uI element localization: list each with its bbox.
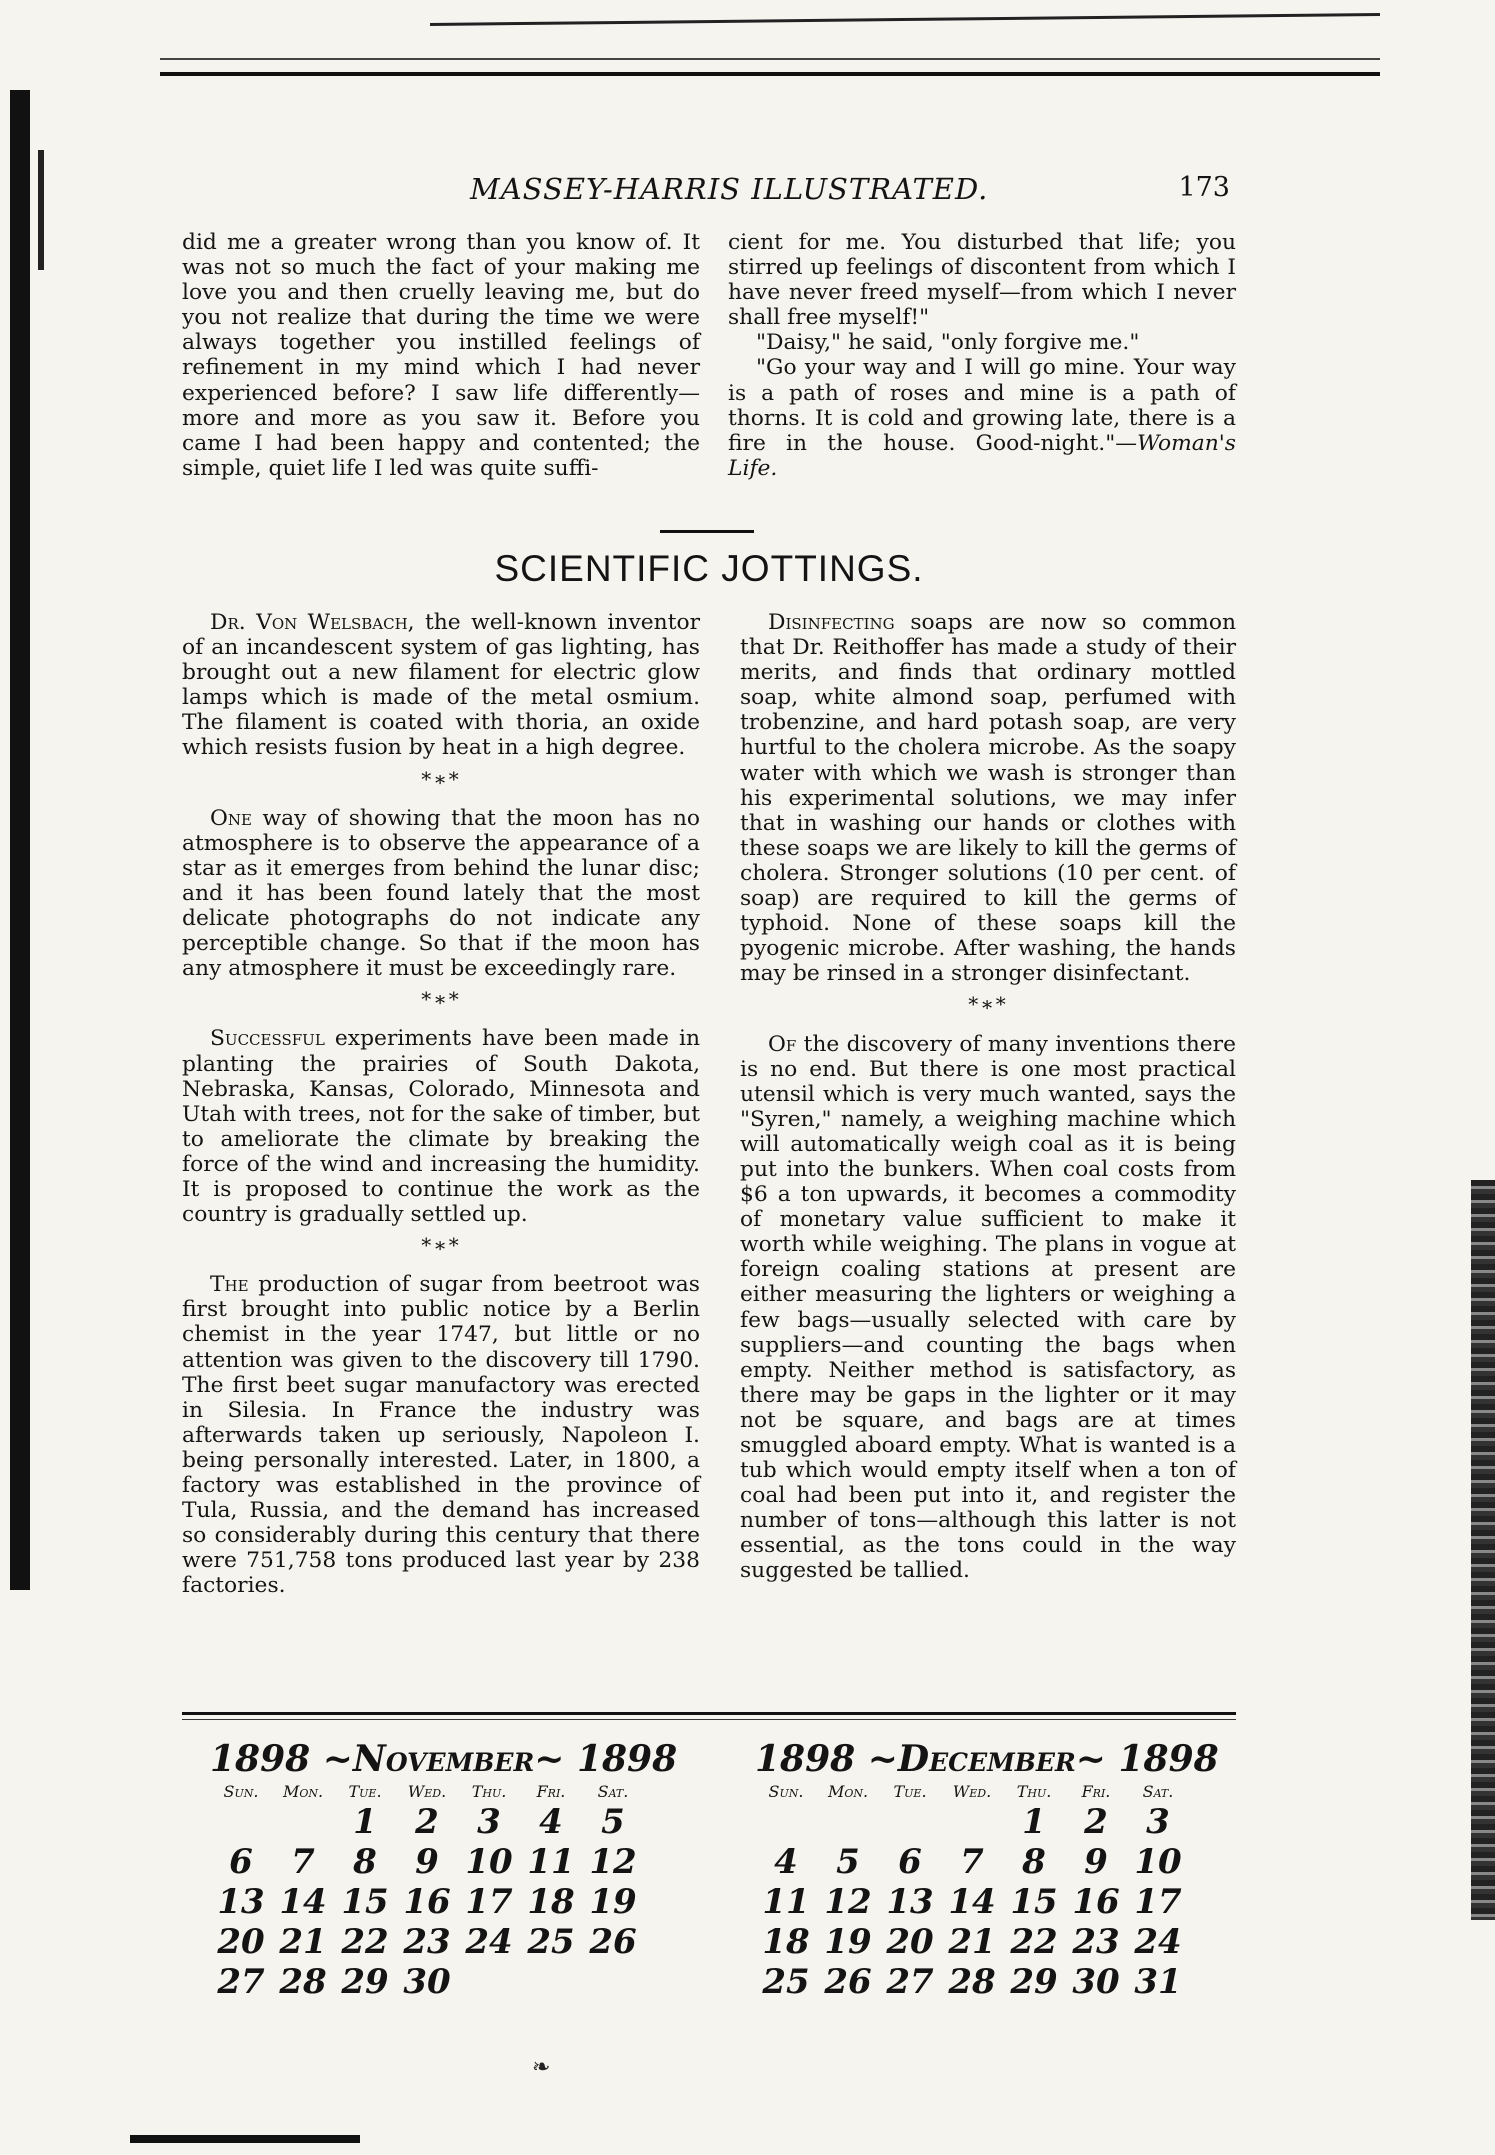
calendar-weekday: Sat. <box>1142 1782 1174 1801</box>
calendar-weekday: Wed. <box>407 1782 447 1801</box>
running-title: MASSEY-HARRIS ILLUSTRATED. <box>470 172 989 206</box>
calendar-day: 20 <box>217 1922 265 1962</box>
calendar-day: 31 <box>1134 1962 1182 2002</box>
jotting-lead: Disinfecting <box>768 610 895 635</box>
calendar-day: 9 <box>1084 1842 1108 1882</box>
calendar-day: 4 <box>539 1802 563 1842</box>
jottings-column-right <box>740 610 1236 1584</box>
top-rule-thick <box>160 72 1380 76</box>
calendar-weekday: Sat. <box>597 1782 629 1801</box>
jotting-text: production of sugar from beetroot was first brought into public notice by a Berlin chemist in the year 1747, but little or no attention was given to the discovery till 1790. The first beet sugar manufactory was erected in Silesia. In France the industry was afterwards taken up seriously, Napoleon I. being personally interested. Later, in 1800, a factory was established in the province of Tula, Russia, and the demand has increased so considerably during this century that there were 751,758 tons produced last year by 238 factories. <box>182 1272 700 1599</box>
calendar-day: 6 <box>898 1842 922 1882</box>
story-column-left <box>182 230 700 481</box>
story-text-right-1: cient for me. You disturbed that life; you stirred up feelings of discontent from which I have never freed myself—from which I never shall free myself!" <box>728 230 1236 331</box>
scan-edge-right <box>1471 1180 1495 1920</box>
jotting-paragraph <box>182 1272 700 1598</box>
story-text-right-3 <box>728 355 1236 480</box>
printer-ornament: ❧ <box>532 2055 551 2080</box>
calendar-weekday: Sun. <box>223 1782 259 1801</box>
jotting-paragraph <box>740 1032 1236 1584</box>
calendar-day: 30 <box>1072 1962 1120 2002</box>
calendar-year-left: 1898 <box>755 1738 856 1780</box>
jotting-text: soaps are now so common that Dr. Reithoffer has made a study of their merits, and finds that ordinary mottled soap, white almond soap, perfumed with trobenzine, and hard potash soap, are very hurtful to the cholera microbe. As the soapy water with which we wash is stronger than his experimental solutions, we may infer that in washing our hands or clothes with these soaps we are likely to kill the germs of cholera. Stronger solutions (10 per cent. of soap) are required to kill the germs of typhoid. None of these soaps kill the pyogenic microbe. After washing, the hands may be rinsed in a stronger disinfectant. <box>740 610 1236 987</box>
calendar-day: 8 <box>1022 1842 1046 1882</box>
calendar-weekday: Tue. <box>893 1782 927 1801</box>
scan-edge-left <box>10 90 30 1590</box>
calendar-weekday: Mon. <box>282 1782 324 1801</box>
calendar-day: 4 <box>774 1842 798 1882</box>
page-header <box>160 172 1250 212</box>
calendar-november <box>210 1738 678 2002</box>
calendar-day: 21 <box>279 1922 327 1962</box>
calendar-month: December <box>897 1738 1076 1780</box>
calendar-day: 23 <box>403 1922 451 1962</box>
story-text-right-2: "Daisy," he said, "only forgive me." <box>756 330 1140 356</box>
story-source: Woman's Life. <box>728 430 1236 481</box>
calendar-day: 3 <box>1146 1802 1170 1842</box>
calendar-day: 24 <box>1134 1922 1182 1962</box>
story-column-right <box>728 230 1236 481</box>
calendar-day: 23 <box>1072 1922 1120 1962</box>
calendar-weekday: Sun. <box>768 1782 804 1801</box>
calendar-day: 5 <box>836 1842 860 1882</box>
calendar-day: 6 <box>229 1842 253 1882</box>
calendar-weekday: Thu. <box>1016 1782 1052 1801</box>
calendar-day: 10 <box>465 1842 513 1882</box>
calendar-rule-thin <box>182 1719 1236 1720</box>
calendar-weekday: Thu. <box>471 1782 507 1801</box>
jotting-separator: *∗* <box>421 1233 461 1258</box>
calendar-year-right: 1898 <box>576 1738 678 1780</box>
calendar-day: 9 <box>415 1842 439 1882</box>
calendar-rule-thick <box>182 1712 1236 1715</box>
calendar-day: 25 <box>762 1962 810 2002</box>
calendar-day: 20 <box>886 1922 934 1962</box>
jotting-separator: *∗* <box>421 766 461 791</box>
jotting-separator: *∗* <box>968 992 1008 1017</box>
calendar-grid <box>210 1782 670 2001</box>
calendar-day: 16 <box>1072 1882 1120 1922</box>
calendar-weekday: Fri. <box>1081 1782 1111 1801</box>
calendar-day: 27 <box>886 1962 934 2002</box>
jotting-paragraph <box>740 610 1236 986</box>
jotting-text: way of showing that the moon has no atmosphere is to observe the appearance of a star as it emerges from behind the lunar disc; and it has been found lately that the most delicate photographs do not indicate any perceptible change. So that if the moon has any atmosphere it must be exceedingly rare. <box>182 805 700 982</box>
calendar-december <box>755 1738 1219 2002</box>
top-rule-thin <box>160 58 1380 60</box>
calendar-day: 3 <box>477 1802 501 1842</box>
calendar-day: 1 <box>1022 1802 1046 1842</box>
calendar-day: 18 <box>762 1922 810 1962</box>
calendar-day: 24 <box>465 1922 513 1962</box>
calendar-weekday: Fri. <box>536 1782 566 1801</box>
page-number: 173 <box>1178 172 1230 203</box>
jotting-lead: The <box>210 1272 249 1298</box>
calendar-day: 19 <box>589 1882 637 1922</box>
calendar-year-right: 1898 <box>1118 1738 1219 1780</box>
calendar-weekday: Wed. <box>952 1782 992 1801</box>
calendar-day: 14 <box>948 1882 996 1922</box>
calendar-day: 29 <box>1010 1962 1058 2002</box>
calendar-day: 15 <box>1010 1882 1058 1922</box>
jotting-paragraph <box>182 1026 700 1227</box>
calendar-empty-cell <box>210 1803 272 1841</box>
calendar-day: 22 <box>1010 1922 1058 1962</box>
story-closing: "Go your way and I will go mine. Your way is a path of roses and mine is a path of thorns. It is cold and growing late, there is a fire in the house. Good-night."— <box>728 355 1236 456</box>
calendar-day: 5 <box>601 1802 625 1842</box>
calendar-day: 11 <box>762 1882 810 1922</box>
calendar-day: 2 <box>415 1802 439 1842</box>
calendar-day: 13 <box>886 1882 934 1922</box>
calendar-day: 17 <box>465 1882 513 1922</box>
calendar-day: 19 <box>824 1922 872 1962</box>
calendar-day: 25 <box>527 1922 575 1962</box>
jotting-paragraph <box>182 806 700 982</box>
calendar-day: 12 <box>824 1882 872 1922</box>
top-scan-line <box>430 13 1380 26</box>
calendar-day: 12 <box>589 1842 637 1882</box>
calendar-title: 1898 ~November~ 1898 <box>210 1738 678 1780</box>
calendar-day: 2 <box>1084 1802 1108 1842</box>
calendar-empty-cell <box>879 1803 941 1841</box>
calendar-day: 27 <box>217 1962 265 2002</box>
calendar-empty-cell <box>458 1963 520 2001</box>
calendar-grid <box>755 1782 1215 2001</box>
calendar-year-left: 1898 <box>210 1738 311 1780</box>
calendar-empty-cell <box>272 1803 334 1841</box>
jotting-paragraph <box>182 610 700 761</box>
jottings-column-left <box>182 610 700 1598</box>
calendar-day: 10 <box>1134 1842 1182 1882</box>
calendar-weekday: Tue. <box>348 1782 382 1801</box>
jotting-text: experiments have been made in planting the prairies of South Dakota, Nebraska, Kansas, Colorado, Minnesota and Utah with trees, not for the sake of timber, but to ameliorate the climate by breaking the force of the wind and increasing the humidity. It is proposed to continue the work as the country is gradually settled up. <box>182 1026 700 1228</box>
story-text-left: did me a greater wrong than you know of. It was not so much the fact of your making me love you and then cruelly leaving me, but do you not realize that during the time we were always together you instilled feelings of refinement in my mind which I had never experienced before? I saw life differently—more and more as you saw it. Before you came I had been happy and contented; the simple, quiet life I led was quite suffi- <box>182 230 700 481</box>
calendar-day: 30 <box>403 1962 451 2002</box>
section-divider <box>660 530 754 533</box>
jotting-lead: Successful <box>210 1026 325 1052</box>
calendar-day: 1 <box>353 1802 377 1842</box>
section-title: SCIENTIFIC JOTTINGS. <box>494 548 924 589</box>
calendar-empty-cell <box>817 1803 879 1841</box>
calendar-day: 28 <box>279 1962 327 2002</box>
calendar-day: 11 <box>527 1842 575 1882</box>
calendar-day: 29 <box>341 1962 389 2002</box>
jotting-lead: One <box>210 805 252 831</box>
calendar-day: 15 <box>341 1882 389 1922</box>
calendar-month: November <box>352 1738 535 1780</box>
calendar-day: 16 <box>403 1882 451 1922</box>
calendar-day: 14 <box>279 1882 327 1922</box>
calendar-day: 7 <box>291 1842 315 1882</box>
calendar-day: 13 <box>217 1882 265 1922</box>
calendar-day: 26 <box>589 1922 637 1962</box>
calendar-title: 1898 ~December~ 1898 <box>755 1738 1219 1780</box>
scan-edge-mark <box>38 150 44 270</box>
jotting-separator: *∗* <box>421 987 461 1012</box>
calendar-day: 7 <box>960 1842 984 1882</box>
jotting-text: the discovery of many inventions there is no end. But there is one most practical utensil which is very much wanted, says the "Syren," namely, a weighing machine which will automatically weigh coal as it is being put into the bunkers. When coal costs from $6 a ton upwards, it becomes a commodity of monetary value sufficient to make it worth while weighing. The plans in vogue at foreign coaling stations at present are either measuring the lighters or weighing a few bags—usually selected with care by suppliers—and counting the bags when empty. Neither method is satisfactory, as there may be gaps in the lighter or it may not be square, and bags are at times smuggled aboard empty. What is wanted is a tub which would empty itself when a ton of coal had been put into it, and register the number of tons—although this latter is not essential, as the tons could in the way suggested be tallied. <box>740 1031 1236 1584</box>
calendar-empty-cell <box>520 1963 582 2001</box>
calendar-empty-cell <box>941 1803 1003 1841</box>
jotting-text: the well-known inventor of an incandescent system of gas lighting, has brought out a new filament for electric glow lamps which is made of the metal osmium. The filament is coated with thoria, an oxide which resists fusion by heat in a high degree. <box>182 610 700 761</box>
calendar-day: 21 <box>948 1922 996 1962</box>
calendar-weekday: Mon. <box>827 1782 869 1801</box>
calendar-empty-cell <box>755 1803 817 1841</box>
calendar-day: 8 <box>353 1842 377 1882</box>
calendar-day: 17 <box>1134 1882 1182 1922</box>
bottom-rule <box>130 2135 360 2143</box>
calendar-day: 28 <box>948 1962 996 2002</box>
calendar-day: 22 <box>341 1922 389 1962</box>
jotting-lead: Dr. Von Welsbach, <box>210 610 415 635</box>
calendar-day: 26 <box>824 1962 872 2002</box>
calendar-day: 18 <box>527 1882 575 1922</box>
jotting-lead: Of <box>768 1031 797 1057</box>
